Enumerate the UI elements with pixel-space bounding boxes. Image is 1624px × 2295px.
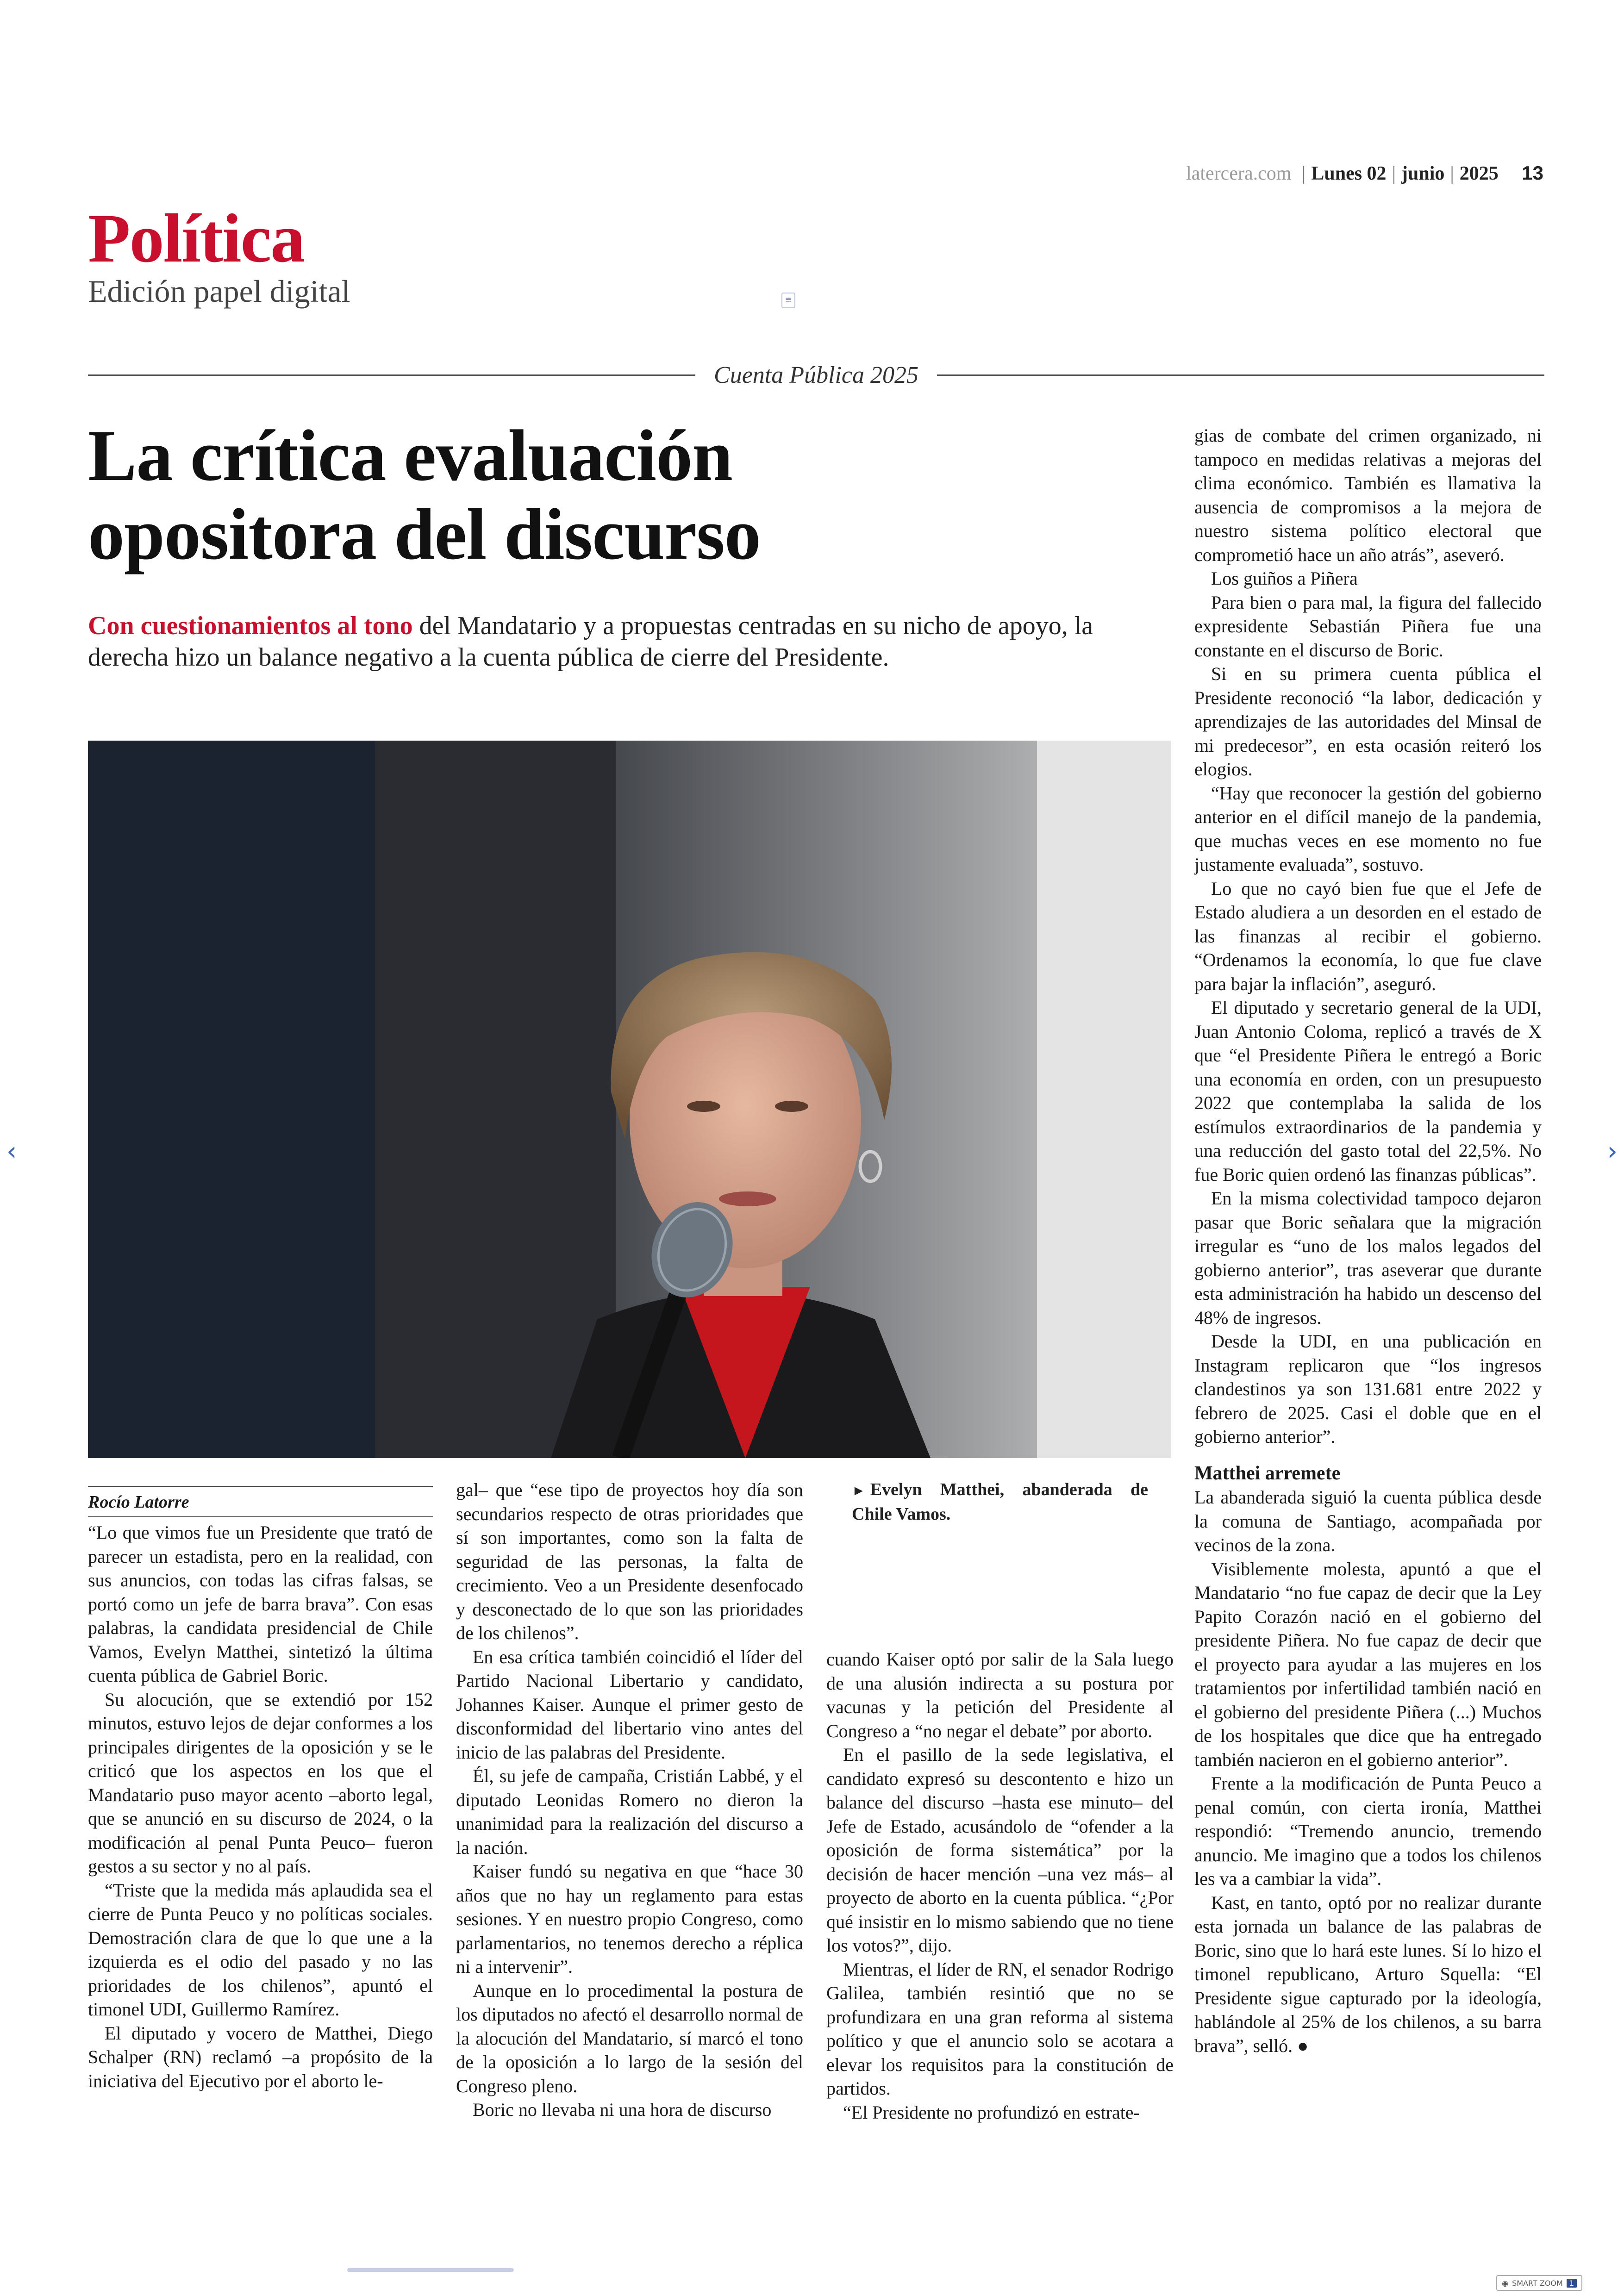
page-number: 13	[1522, 162, 1543, 184]
paragraph: Desde la UDI, en una publicación en Instagram replicaron que “los ingresos clandestinos ya son 131.681 entre 2022 y febrero de 2025. Casi el doble que en el gobierno anterior”.	[1194, 1331, 1542, 1447]
column-1	[88, 1521, 433, 2093]
paragraph: Su alocución, que se extendió por 152 minutos, estuvo lejos de dejar conformes a los principales dirigentes de la oposición y se le criticó que los aspectos en los que el Mandatario puso mayor acento –aborto legal, que se anunció en su discurso de 2024, o la modificación al penal Punta Peuco– fueron gestos a su sector y no al país.	[88, 1689, 433, 1877]
dek	[88, 610, 1153, 673]
paragraph: Boric no llevaba ni una hora de discurso	[473, 2099, 772, 2120]
paragraph: Para bien o para mal, la figura del fallecido expresidente Sebastián Piñera fue una constante en el discurso de Boric.	[1194, 592, 1542, 661]
eye-icon: ◉	[1502, 2278, 1509, 2288]
paragraph: gal– que “ese tipo de proyectos hoy día son secundarios respecto de otras prioridades que sí son importantes, como son la falta de seguridad de las personas, la falta de crecimiento. Veo a un Presidente desenfocado y desconectado de lo que son las prioridades de los chilenos”.	[456, 1479, 803, 1643]
kicker-row	[88, 356, 1544, 393]
paragraph: Si en su primera cuenta pública el Presidente reconoció “la labor, dedicación y aprendizajes de las autoridades del Minsal de mi predecesor”, en esta ocasión reiteró los elogios.	[1194, 663, 1542, 780]
paragraph: “Lo que vimos fue un Presidente que trató de parecer un estadista, pero en la realidad, con sus anuncios, con todas las cifras falsas, se portó como un jefe de barra brava”. Con esas palabras, la candidata presidencial de Chile Vamos, Evelyn Matthei, sintetizó la última cuenta pública de Gabriel Boric.	[88, 1522, 433, 1686]
smart-zoom-button[interactable]	[1496, 2275, 1582, 2291]
paragraph: Kast, en tanto, optó por no realizar durante esta jornada un balance de las palabras de Boric, sino que lo hará este lunes. Sí lo hizo el timonel republicano, Arturo Squella: “El Presidente sigue capturado por la ideología, hablándole al 25% de los chilenos, a su barra brava”, selló. ●	[1194, 1892, 1542, 2056]
paragraph: La abanderada siguió la cuenta pública desde la comuna de Santiago, acompañada por vecinos de la zona.	[1194, 1487, 1542, 1555]
note-icon[interactable]: ≡	[781, 293, 795, 308]
paragraph: Frente a la modificación de Punta Peuco a penal común, con cierta ironía, Matthei respondió: “Tremendo anuncio, tremendo anuncio. Me imagino que a todos los chilenos les va a cambiar la vida”.	[1194, 1773, 1542, 1889]
caption-text: Evelyn Matthei, abanderada de Chile Vamos.	[852, 1480, 1148, 1524]
caption-arrow-icon: ►	[852, 1483, 866, 1498]
paragraph: El diputado y secretario general de la UDI, Juan Antonio Coloma, replicó a través de X que “el Presidente Piñera le entregó a Boric una economía en orden, con un presupuesto 2022 que contemplaba la salida de los estímulos extraordinarios de la pandemia y una reducción del gasto total del 22,5%. No fue Boric quien ordenó las finanzas públicas”.	[1194, 997, 1542, 1185]
subhead-guinos: Los guiños a Piñera	[1211, 568, 1358, 589]
issue-day: Lunes 02	[1311, 163, 1387, 184]
paragraph: En la misma colectividad tampoco dejaron pasar que Boric señalara que la migración irregular es “uno de los malos legados del gobierno anterior”, tras aseverar que durante esta administración ha habido un descenso del 48% de ingresos.	[1194, 1188, 1542, 1328]
paragraph: Lo que no cayó bien fue que el Jefe de Estado aludiera a un desorden en el estado de las finanzas al recibir el gobierno. “Ordenamos la economía, lo que fue clave para bajar la inflación”, aseguró.	[1194, 878, 1542, 994]
paragraph: cuando Kaiser optó por salir de la Sala luego de una alusión indirecta a su postura por vacunas y la petición del Presidente al Congreso a “no negar el debate” por aborto.	[826, 1649, 1174, 1741]
headline-line-1: La crítica evaluación	[88, 415, 732, 496]
paragraph: gias de combate del crimen organizado, ni tampoco en medidas relativas a mejoras del clima económico. También es llamativa la ausencia de compromisos a la mejora de nuestro sistema político electoral que comprometió hace un año atrás”, aseveró.	[1194, 425, 1542, 565]
column-2	[456, 1478, 803, 2122]
paragraph: “El Presidente no profundizó en estrate-	[843, 2102, 1140, 2123]
photo-illustration	[88, 741, 1171, 1458]
dek-rest: del Mandatario y a propuestas centradas en su nicho de apoyo, la derecha hizo un balance negativo a la cuenta pública de cierre del Presidente.	[88, 611, 1093, 672]
column-3	[826, 1647, 1174, 2124]
paragraph: En el pasillo de la sede legislativa, el candidato expresó su descontento e hizo un balance del discurso –hasta ese minuto– del Jefe de Estado, acusándolo de “ofender a la oposición de forma sistemática” por la decisión de hacer mención –una vez más– al proyecto de aborto en la cuenta pública. “¿Por qué insistir en lo mismo sabiendo que no tiene los votos?”, dijo.	[826, 1744, 1174, 1956]
kicker: Cuenta Pública 2025	[714, 362, 918, 388]
smart-zoom-badge: 1	[1567, 2279, 1577, 2288]
paragraph: Él, su jefe de campaña, Cristián Labbé, y el diputado Leonidas Romero no dieron la unanimidad para la realización del discurso a la nación.	[456, 1765, 803, 1858]
paragraph: El diputado y vocero de Matthei, Diego Schalper (RN) reclamó –a propósito de la iniciativa del Ejecutivo por el aborto le-	[88, 2022, 433, 2091]
chevron-right-icon[interactable]: ›	[1607, 1136, 1618, 1166]
chevron-left-icon[interactable]: ‹	[6, 1136, 17, 1166]
paragraph: Visiblemente molesta, apuntó a que el Mandatario “no fue capaz de decir que la Ley Papito Corazón nació en el gobierno del presidente Piñera. No fue capaz de decir que el proyecto para ayudar a las mujeres en los tratamientos por infertilidad también nació en el gobierno del presidente Piñera (...) Muchos de los hospitales que dice que ha entregado también nacieron en el gobierno anterior”.	[1194, 1558, 1542, 1770]
smart-zoom-label: SMART ZOOM	[1512, 2278, 1563, 2288]
article-photo	[88, 741, 1171, 1458]
paragraph: Mientras, el líder de RN, el senador Rodrigo Galilea, también resintió que no se profundizara en una gran reforma al sistema político y que el anuncio solo se acotara a elevar los requisitos para la constitución de partidos.	[826, 1958, 1174, 2099]
page-progress-bar	[347, 2268, 514, 2272]
masthead: latercera.com | Lunes 02 | junio | 2025 13	[1186, 162, 1543, 184]
section-title: Política	[88, 200, 305, 277]
headline	[88, 417, 1139, 574]
photo-caption	[852, 1478, 1148, 1526]
subhead-matthei: Matthei arremete	[1194, 1462, 1341, 1484]
paragraph: “Hay que reconocer la gestión del gobierno anterior en el difícil manejo de la pandemia, que muchas veces en ese momento no fue justamente evaluada”, sostuvo.	[1194, 782, 1542, 875]
kicker-rule-left	[88, 374, 695, 376]
dek-lead: Con cuestionamientos al tono	[88, 611, 413, 640]
byline: Rocío Latorre	[88, 1486, 433, 1517]
site-name: latercera.com	[1186, 163, 1292, 184]
headline-line-2: opositora del discurso	[88, 494, 761, 575]
issue-year: 2025	[1459, 163, 1499, 184]
kicker-rule-right	[937, 374, 1544, 376]
issue-month: junio	[1401, 163, 1445, 184]
column-4	[1194, 424, 1542, 2058]
paragraph: Kaiser fundó su negativa en que “hace 30 años que no hay un reglamento para estas sesiones. Y en nuestro propio Congreso, como parlamentarios, no tenemos derecho a réplica ni a intervenir”.	[456, 1861, 803, 1977]
section-subtitle: Edición papel digital	[88, 274, 350, 309]
paragraph: Aunque en lo procedimental la postura de los diputados no afectó el desarrollo normal de la alocución del Mandatario, sí marcó el tono de la oposición a lo largo de la sesión del Congreso pleno.	[456, 1980, 803, 2096]
paragraph: En esa crítica también coincidió el líder del Partido Nacional Libertario y candidato, Johannes Kaiser. Aunque el primer gesto de disconformidad del libertario vino antes del inicio de las palabras del Presidente.	[456, 1646, 803, 1763]
paragraph: “Triste que la medida más aplaudida sea el cierre de Punta Peuco y no políticas sociales. Demostración clara de que lo que une a la izquierda es el odio del pasado y no las prioridades de los chilenos”, apuntó el timonel UDI, Guillermo Ramírez.	[88, 1879, 433, 2020]
